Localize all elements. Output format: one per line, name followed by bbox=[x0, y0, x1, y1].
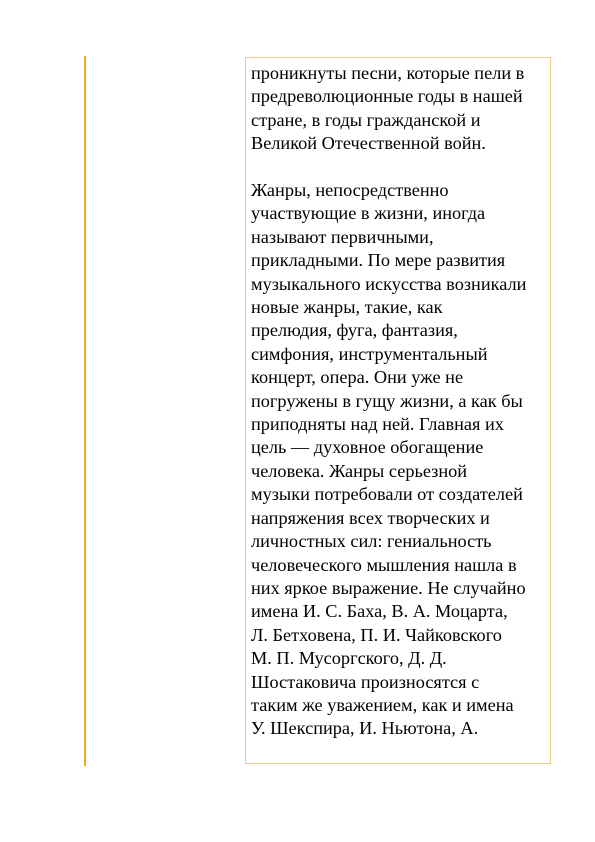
text-line: Шостаковича произносятся с bbox=[251, 671, 480, 692]
text-line: Л. Бетховена, П. И. Чайковского bbox=[251, 624, 502, 645]
text-line: них яркое выражение. Не случайно bbox=[251, 577, 526, 598]
paragraph-2 bbox=[251, 179, 550, 741]
text-line: прелюдия, фуга, фантазия, bbox=[251, 320, 458, 341]
text-line: напряжения всех творческих и bbox=[251, 507, 490, 528]
text-line: таким же уважением, как и имена bbox=[251, 694, 514, 715]
margin-rule bbox=[84, 56, 86, 766]
text-line: Жанры, непосредственно bbox=[251, 180, 449, 201]
text-line: концерт, опера. Они уже не bbox=[251, 367, 464, 388]
text-line: участвующие в жизни, иногда bbox=[251, 203, 486, 224]
text-line: новые жанры, такие, как bbox=[251, 297, 443, 318]
text-line: стране, в годы гражданской и bbox=[251, 109, 481, 130]
text-line: называют первичными, bbox=[251, 226, 434, 247]
text-line: погружены в гущу жизни, а как бы bbox=[251, 390, 523, 411]
text-line: цель — духовное обогащение bbox=[251, 437, 484, 458]
text-line: музыкального искусства возникали bbox=[251, 273, 527, 294]
text-frame bbox=[245, 57, 551, 764]
text-line: Великой Отечественной войн. bbox=[251, 133, 486, 154]
text-line: симфония, инструментальный bbox=[251, 343, 488, 364]
text-line: проникнуты песни, которые пели в bbox=[251, 63, 525, 83]
text-line: прикладными. По мере развития bbox=[251, 250, 506, 271]
text-line: человека. Жанры серьезной bbox=[251, 460, 468, 481]
paragraph-1 bbox=[251, 62, 550, 156]
paragraph-gap bbox=[251, 156, 550, 179]
text-line: имена И. С. Баха, В. А. Моцарта, bbox=[251, 601, 508, 622]
text-line: человеческого мышления нашла в bbox=[251, 554, 517, 575]
text-line: предреволюционные годы в нашей bbox=[251, 86, 523, 107]
text-line: М. П. Мусоргского, Д. Д. bbox=[251, 648, 447, 669]
text-line: У. Шекспира, И. Ньютона, А. bbox=[251, 718, 479, 739]
text-line: приподняты над ней. Главная их bbox=[251, 414, 504, 435]
text-line: музыки потребовали от создателей bbox=[251, 484, 523, 505]
text-line: личностных сил: гениальность bbox=[251, 531, 492, 552]
